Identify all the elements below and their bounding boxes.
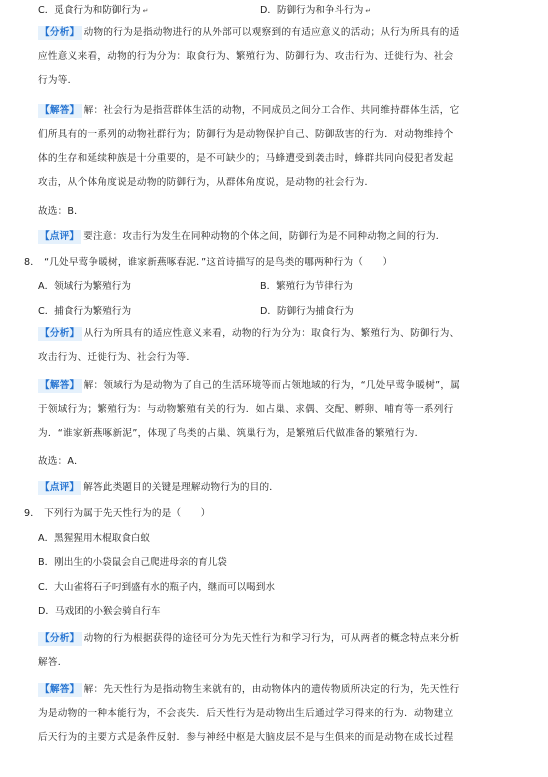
q9-analysis: 【分析】 动物的行为根据获得的途径可分为先天性行为和学习行为，可从两者的概念特点来分析 解答． [38, 633, 460, 668]
q8-answer: 【解答】 解：领域行为是动物为了自己的生活环境等而占领地域的行为，“几处早莺争暖树”，属 于领域行为；繁殖行为：与动物繁殖有关的行为．如占巢、求偶、交配、孵卵、哺育等一系列行 为．“谁家新燕啄新泥”，体现了鸟类的占巢、筑巢行为，是繁殖后代做准备的繁殖行为． [38, 380, 461, 439]
q9-option-c: C．大山雀将石子叼到盛有水的瓶子内，继而可以喝到水 [38, 582, 275, 593]
q9-option-b: B．刚出生的小袋鼠会自己爬进母亲的育儿袋 [38, 557, 227, 568]
comment-tag: 【点评】 [40, 482, 80, 493]
q9-answer: 【解答】 解：先天性行为是指动物生来就有的，由动物体内的遗传物质所决定的行为，先天性行 为是动物的一种本能行为，不会丧失．后天性行为是动物出生后通过学习得来的行为．动物建立 后天行为的主要方式是条件反射．参与神经中枢是大脑皮层不是与生俱来的而是动物在成长过程 [38, 684, 460, 743]
q9-stem: 9． 下列行为属于先天性行为的是（ ） [24, 508, 211, 519]
q8-option-a: A．领域行为繁殖行为 [38, 281, 131, 292]
q8-option-b: B．繁殖行为节律行为 [260, 281, 353, 292]
q8-option-d: D．防御行为捕食行为 [260, 306, 354, 317]
analysis-tag: 【分析】 [40, 27, 80, 38]
q7-answer: 【解答】 解：社会行为是指营群体生活的动物，不同成员之间分工合作、共同维持群体生活，它 们所具有的一系列的动物社群行为；防御行为是动物保护自己、防御敌害的行为．对动物维持个 体的生存和延续种族是十分重要的，是不可缺少的；马蜂遭受到袭击时，蜂群共同向侵犯者发起 攻击，从个体角度说是动物的防御行为，从群体角度说，是动物的社会行为． [38, 105, 460, 188]
q7-analysis: 【分析】 动物的行为是指动物进行的从外部可以观察到的有适应意义的活动；从行为所具有的适 应性意义来看，动物的行为分为：取食行为、繁殖行为、防御行为、攻击行为、迁徙行为、社会 行为等． [38, 27, 460, 86]
q9-option-d: D．马戏团的小猴会骑自行车 [38, 606, 161, 617]
q7-option-c: C．觅食行为和防御行为 ↵ [38, 5, 149, 16]
answer-tag: 【解答】 [40, 105, 80, 116]
answer-tag: 【解答】 [40, 684, 80, 695]
q8-comment: 【点评】 解答此类题目的关键是理解动物行为的目的． [40, 482, 280, 493]
q7-comment: 【点评】 要注意：攻击行为发生在同种动物的个体之间，防御行为是不同种动物之间的行为． [40, 231, 446, 242]
answer-tag: 【解答】 [40, 380, 80, 391]
q8-option-c: C．捕食行为繁殖行为 [38, 306, 132, 317]
comment-tag: 【点评】 [40, 231, 80, 242]
q7-conclusion: 故选：B． [38, 206, 84, 217]
q8-number: 8． [24, 257, 41, 268]
analysis-tag: 【分析】 [40, 633, 80, 644]
q8-analysis: 【分析】 从行为所具有的适应性意义来看，动物的行为分为：取食行为、繁殖行为、防御行为、 攻击行为、迁徙行为、社会行为等． [38, 328, 460, 363]
q7-option-d: D．防御行为和争斗行为 ↵ [260, 5, 372, 16]
q9-option-a: A．黑猩猩用木棍取食白蚁 [38, 533, 151, 544]
q8-stem: 8． “几处早莺争暖树，谁家新燕啄春泥．”这首诗描写的是鸟类的哪两种行为（ ） [24, 257, 393, 268]
q8-conclusion: 故选：A． [38, 456, 84, 467]
analysis-tag: 【分析】 [40, 328, 80, 339]
q9-number: 9． [24, 508, 41, 519]
